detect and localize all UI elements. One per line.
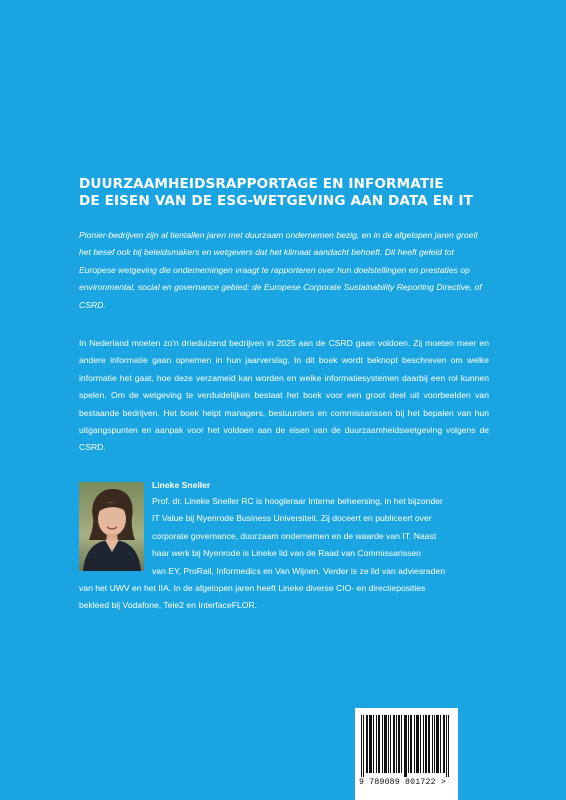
barcode-icon: [361, 715, 452, 777]
body-paragraph: In Nederland moeten zo'n drieduizend bedrijven in 2025 aan de CSRD gaan voldoen. Zij moeten meer en andere informatie gaan opnemen in hun jaarverslag. In dit boek wordt beknopt beschreven om welke informatie het gaat, hoe deze verzameld kan worden en welke informatiesystemen daarbij een rol kunnen spelen. Om de wetgeving te verduidelijken bestaat het boek voor een groot deel uit voorbeelden van bestaande bedrijven. Het boek helpt managers, bestuurders en commissarissen bij het bepalen van hun uitgangspunten en aanpak voor het voldoen aan de eisen van de duurzaamheidswetgeving volgens de CSRD.: [79, 338, 489, 453]
intro-paragraph: Pionier-bedrijven zijn al tientallen jaren met duurzaam ondernemen bezig, en in de afgelopen jaren groeit het besef ook bij beleidsmakers en wetgevers dat het klimaat aandacht behoeft. Dit heeft geleid tot Europese wetgeving die ondernemingen vraagt te rapporteren over hun doelstellingen en prestaties op environmental, social en governance gebied: de Europese Corporate Sustainability Reporting Directive, of CSRD.: [79, 230, 482, 310]
book-title: DUURZAAMHEIDSRAPPORTAGE EN INFORMATIE: [79, 176, 444, 192]
author-name: Lineke Sneller: [152, 480, 211, 490]
author-bio: [79, 493, 489, 615]
bio-line: haar werk bij Nyenrode is Lineke lid van de Raad van Commissarissen: [152, 548, 421, 559]
bio-line: IT Value bij Nyenrode Business Universiteit. Zij doceert en publiceert over: [152, 513, 432, 524]
book-subtitle: DE EISEN VAN DE ESG-WETGEVING AAN DATA EN IT: [79, 193, 473, 209]
bio-line: corporate governance, duurzaam ondernemen en de waarde van IT. Naast: [152, 530, 437, 541]
bio-line: van EY, ProRail, Informedics en Van Wijnen. Verder is ze lid van adviesraden: [152, 565, 445, 576]
isbn-number: 9 789089 801722 >: [359, 778, 446, 787]
bio-line: van het UWV en het IIA. In de afgelopen jaren heeft Lineke diverse CIO- en directieposities: [79, 583, 426, 594]
barcode-panel: [355, 708, 458, 800]
bio-line: Prof. dr. Lineke Sneller RC is hoogleraar Interne beheersing, in het bijzonder: [152, 496, 443, 506]
title-block: [79, 176, 499, 210]
bio-line: bekleed bij Vodafone, Tele2 en InterfaceFLOR.: [79, 600, 258, 611]
